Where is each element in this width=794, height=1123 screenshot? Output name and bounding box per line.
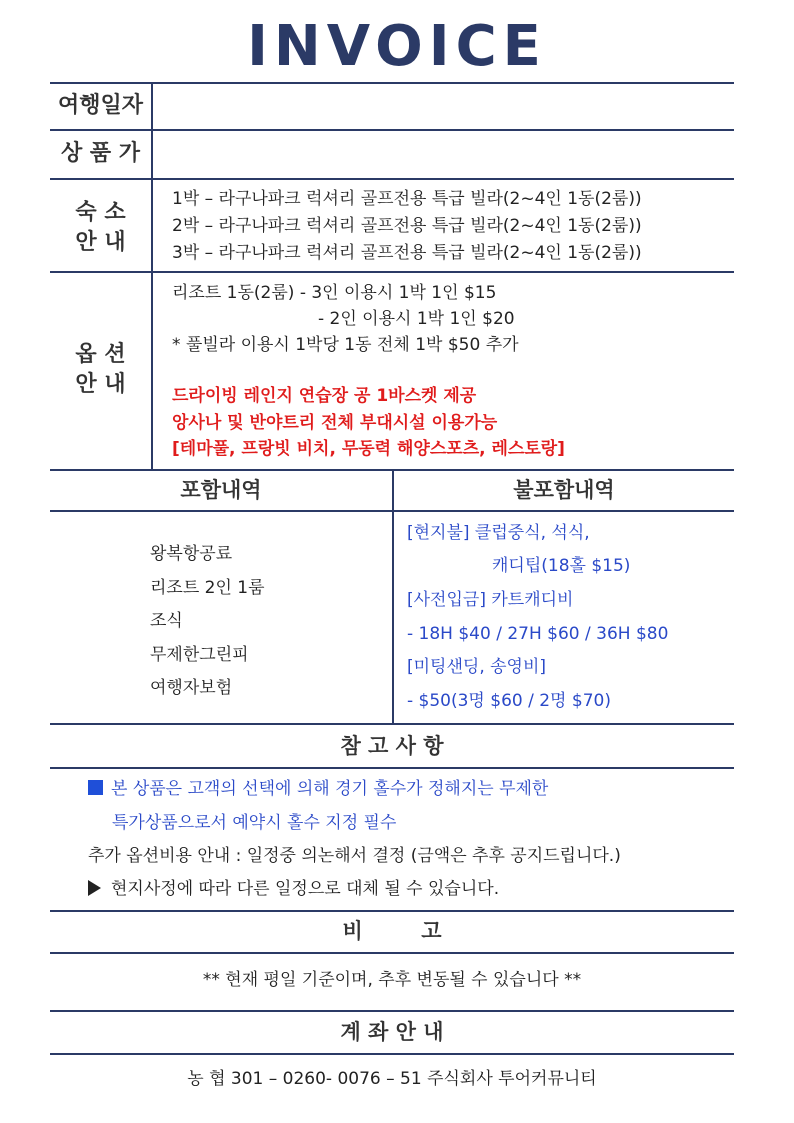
excluded-line: - 18H $40 / 27H $60 / 36H $80 [407, 624, 669, 644]
column-divider [392, 469, 394, 725]
option-line: * 풀빌라 이용시 1박당 1동 전체 1박 $50 추가 [172, 335, 519, 355]
divider [50, 767, 734, 769]
excluded-header: 불포함내역 [513, 478, 615, 502]
included-item: 여행자보험 [150, 678, 233, 698]
included-item: 리조트 2인 1룸 [150, 578, 265, 598]
option-highlight-line: 앙사나 및 반야트리 전체 부대시설 이용가능 [172, 413, 498, 433]
notes-line-text: 본 상품은 고객의 선택에 의해 경기 홀수가 정해지는 무제한 [111, 779, 549, 799]
bullet-square-icon [88, 780, 103, 795]
invoice-title: INVOICE [247, 14, 547, 79]
notes-line [88, 776, 548, 803]
included-header: 포함내역 [180, 478, 262, 502]
included-item: 무제한그린피 [150, 645, 249, 665]
account-text: 농 협 301 – 0260- 0076 – 51 주식회사 투어커뮤니티 [187, 1069, 597, 1089]
notes-line: 특가상품으로서 예약시 홀수 지정 필수 [112, 813, 397, 833]
excluded-line: [사전입금] 카트캐디비 [407, 590, 574, 610]
notes-line: 추가 옵션비용 안내 : 일정중 의논해서 결정 (금액은 추후 공지드립니다.) [88, 846, 621, 866]
lodging-line: 2박 – 라구나파크 럭셔리 골프전용 특급 빌라(2~4인 1동(2룸)) [172, 216, 642, 236]
options-label-line2: 안 내 [75, 372, 126, 397]
included-item: 왕복항공료 [150, 544, 233, 564]
option-line: 리조트 1동(2룸) - 3인 이용시 1박 1인 $15 [172, 283, 497, 303]
divider [50, 952, 734, 954]
column-divider [151, 82, 153, 471]
divider [50, 1053, 734, 1055]
excluded-line: 캐디팁(18홀 $15) [492, 556, 631, 576]
travel-date-label: 여행일자 [57, 93, 143, 118]
divider [50, 910, 734, 912]
lodging-line: 1박 – 라구나파크 럭셔리 골프전용 특급 빌라(2~4인 1동(2룸)) [172, 189, 642, 209]
excluded-line: [현지불] 클럽중식, 석식, [407, 523, 590, 543]
options-label-line1: 옵 션 [75, 342, 126, 367]
lodging-line: 3박 – 라구나파크 럭셔리 골프전용 특급 빌라(2~4인 1동(2룸)) [172, 243, 642, 263]
lodging-label-line2: 안 내 [75, 230, 126, 255]
notes-line-text: 현지사정에 따라 다른 일정으로 대체 될 수 있습니다. [111, 879, 500, 899]
account-header: 계 좌 안 내 [340, 1020, 444, 1044]
play-arrow-icon [88, 880, 101, 896]
divider [50, 1010, 734, 1012]
excluded-line: [미팅샌딩, 송영비] [407, 657, 547, 677]
excluded-line: - $50(3명 $60 / 2명 $70) [407, 691, 611, 711]
remarks-text: ** 현재 평일 기준이며, 추후 변동될 수 있습니다 ** [202, 970, 582, 990]
notes-line [88, 876, 499, 903]
price-label: 상 품 가 [60, 141, 141, 166]
option-highlight-line: 드라이빙 레인지 연습장 공 1바스켓 제공 [172, 386, 477, 406]
lodging-label-line1: 숙 소 [75, 200, 126, 225]
included-item: 조식 [150, 611, 183, 631]
remarks-header: 비 고 [342, 919, 442, 943]
option-line: - 2인 이용시 1박 1인 $20 [318, 309, 515, 329]
option-highlight-line: [테마풀, 프랑빗 비치, 무동력 해양스포츠, 레스토랑] [172, 439, 565, 459]
notes-header: 참 고 사 항 [340, 734, 444, 758]
